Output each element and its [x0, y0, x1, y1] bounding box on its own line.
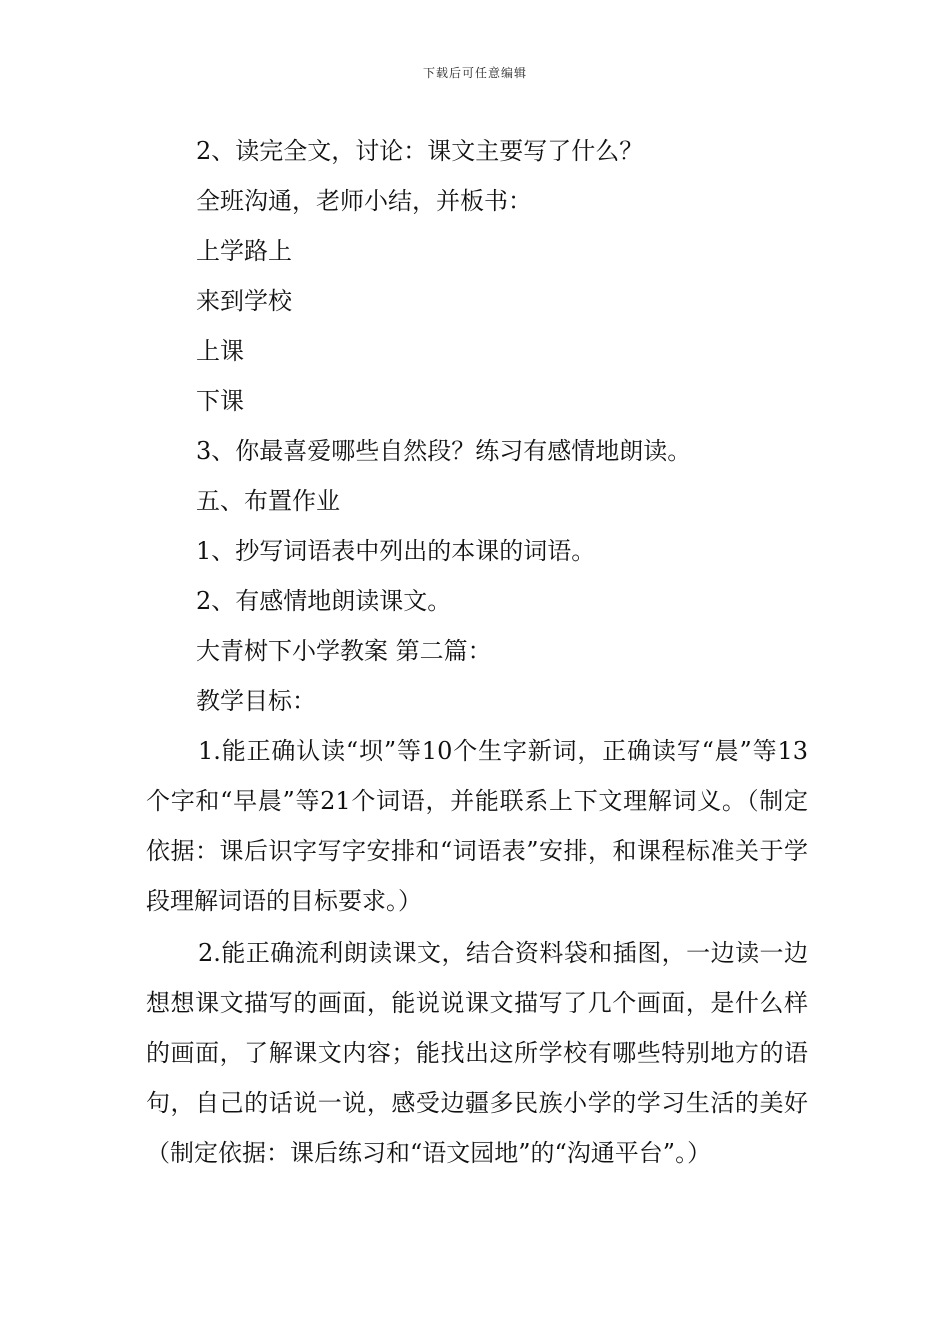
- text-line: 2、有感情地朗读课文。: [196, 587, 452, 615]
- page-header-note: 下载后可任意编辑: [422, 66, 527, 80]
- text-line: 上学路上: [196, 237, 292, 265]
- section-heading: 五、布置作业: [196, 487, 340, 515]
- objective-paragraph: 1.能正确认读“坝”等10个生字新词，正确读写“晨”等13个字和“早晨”等21个词语，并能联系上下文理解词义。（制定依据：课后识字写字安排和“词语表”安排，和课程标准关于学段理解词语的目标要求。）: [146, 737, 808, 915]
- text-line: 上课: [196, 337, 244, 365]
- section-heading: 大青树下小学教案 第二篇：: [196, 637, 492, 665]
- section-heading: 教学目标：: [196, 687, 316, 715]
- text-line: 1、抄写词语表中列出的本课的词语。: [196, 537, 596, 565]
- text-line: 3、你最喜爱哪些自然段？练习有感情地朗读。: [196, 437, 692, 465]
- text-line: 来到学校: [196, 287, 292, 315]
- document-body: [146, 126, 808, 1178]
- text-line: 2、读完全文，讨论：课文主要写了什么？: [196, 137, 644, 165]
- objective-paragraph: 2.能正确流利朗读课文，结合资料袋和插图，一边读一边想想课文描写的画面，能说说课文描写了几个画面，是什么样的画面，了解课文内容；能找出这所学校有哪些特别地方的语句，自己的话说一说，感受边疆多民族小学的学习生活的美好（制定依据：课后练习和“语文园地”的“沟通平台”。）: [146, 939, 808, 1167]
- text-line: 下课: [196, 387, 244, 415]
- text-line: 全班沟通，老师小结，并板书：: [196, 187, 532, 215]
